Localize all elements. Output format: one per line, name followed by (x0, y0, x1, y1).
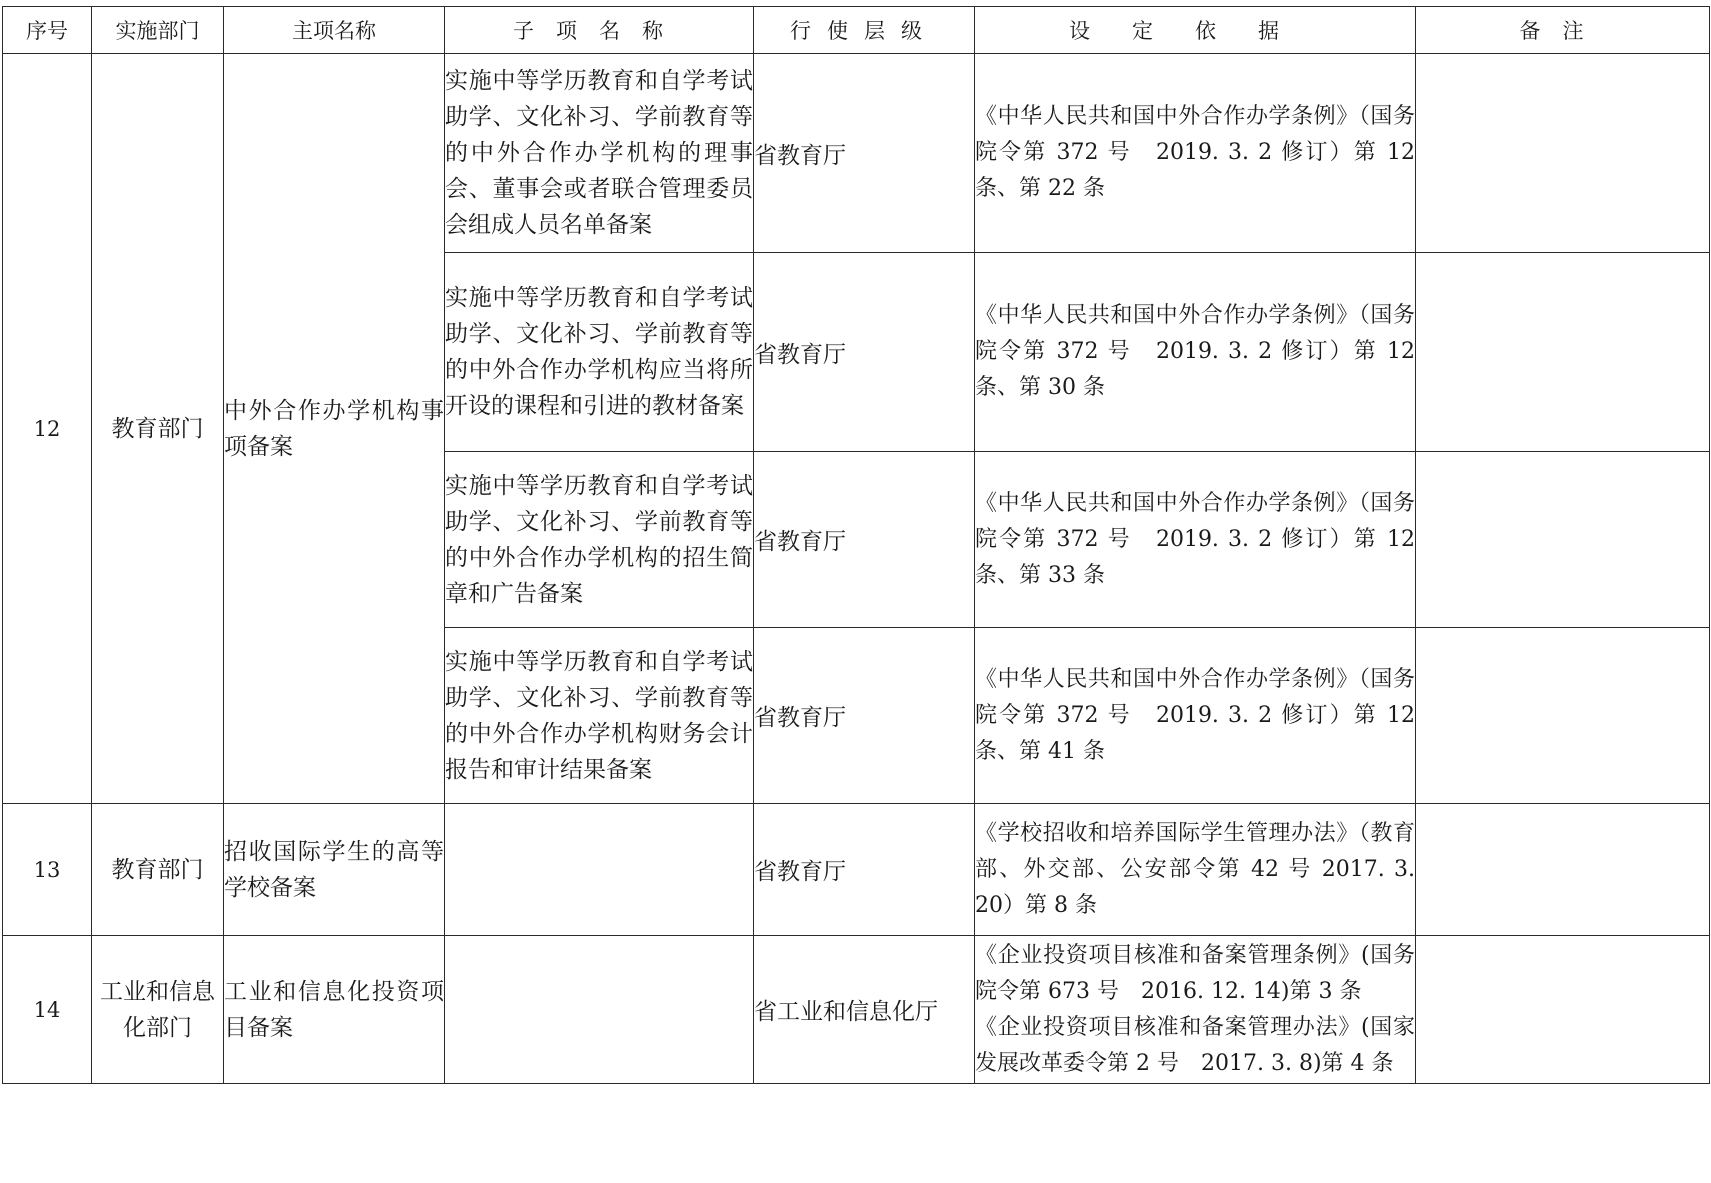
basis-line: 《企业投资项目核准和备案管理办法》(国家发展改革委令第 2 号 2017. 3. 8)第 4 条 (975, 1014, 1415, 1076)
cell-sub-item: 实施中等学历教育和自学考试助学、文化补习、学前教育等的中外合作办学机构应当将所开设的课程和引进的教材备案 (445, 253, 754, 452)
cell-remark (1416, 628, 1710, 804)
cell-basis: 《中华人民共和国中外合作办学条例》（国务院令第 372 号 2019. 3. 2 修订）第 12 条、第 33 条 (975, 452, 1416, 628)
cell-seq: 14 (3, 936, 92, 1084)
cell-seq: 12 (3, 54, 92, 804)
cell-remark (1416, 253, 1710, 452)
cell-level: 省教育厅 (754, 253, 975, 452)
cell-remark (1416, 452, 1710, 628)
cell-main-item: 工业和信息化投资项目备案 (224, 936, 445, 1084)
cell-dept: 教育部门 (92, 804, 224, 936)
cell-main-item: 中外合作办学机构事项备案 (224, 54, 445, 804)
cell-basis: 《中华人民共和国中外合作办学条例》（国务院令第 372 号 2019. 3. 2 修订）第 12 条、第 22 条 (975, 54, 1416, 253)
cell-sub-item (445, 804, 754, 936)
header-main-item: 主项名称 (224, 7, 445, 54)
cell-dept: 教育部门 (92, 54, 224, 804)
header-sub-item: 子项名称 (445, 7, 754, 54)
cell-seq: 13 (3, 804, 92, 936)
cell-level: 省教育厅 (754, 628, 975, 804)
header-remark: 备注 (1416, 7, 1710, 54)
cell-level: 省教育厅 (754, 54, 975, 253)
cell-sub-item: 实施中等学历教育和自学考试助学、文化补习、学前教育等的中外合作办学机构的招生简章和广告备案 (445, 452, 754, 628)
cell-level: 省工业和信息化厅 (754, 936, 975, 1084)
table-row (3, 936, 1710, 1084)
cell-level: 省教育厅 (754, 804, 975, 936)
cell-basis: 《学校招收和培养国际学生管理办法》（教育部、外交部、公安部令第 42 号 2017. 3. 20）第 8 条 (975, 804, 1416, 936)
header-dept: 实施部门 (92, 7, 224, 54)
cell-sub-item: 实施中等学历教育和自学考试助学、文化补习、学前教育等的中外合作办学机构的理事会、董事会或者联合管理委员会组成人员名单备案 (445, 54, 754, 253)
cell-remark (1416, 54, 1710, 253)
cell-basis: 《中华人民共和国中外合作办学条例》（国务院令第 372 号 2019. 3. 2 修订）第 12 条、第 41 条 (975, 628, 1416, 804)
table-header-row (3, 7, 1710, 54)
header-seq: 序号 (3, 7, 92, 54)
header-basis: 设定依据 (975, 7, 1416, 54)
header-level: 行使层级 (754, 7, 975, 54)
cell-remark (1416, 804, 1710, 936)
cell-basis: 《中华人民共和国中外合作办学条例》（国务院令第 372 号 2019. 3. 2 修订）第 12 条、第 30 条 (975, 253, 1416, 452)
cell-sub-item (445, 936, 754, 1084)
cell-dept: 工业和信息化部门 (92, 936, 224, 1084)
cell-main-item: 招收国际学生的高等学校备案 (224, 804, 445, 936)
cell-sub-item: 实施中等学历教育和自学考试助学、文化补习、学前教育等的中外合作办学机构财务会计报告和审计结果备案 (445, 628, 754, 804)
basis-line: 《企业投资项目核准和备案管理条例》(国务院令第 673 号 2016. 12. 14)第 3 条 (975, 942, 1415, 1004)
cell-remark (1416, 936, 1710, 1084)
filing-items-table (2, 6, 1710, 1084)
table-row (3, 804, 1710, 936)
cell-basis (975, 936, 1416, 1084)
table-row (3, 54, 1710, 253)
cell-level: 省教育厅 (754, 452, 975, 628)
